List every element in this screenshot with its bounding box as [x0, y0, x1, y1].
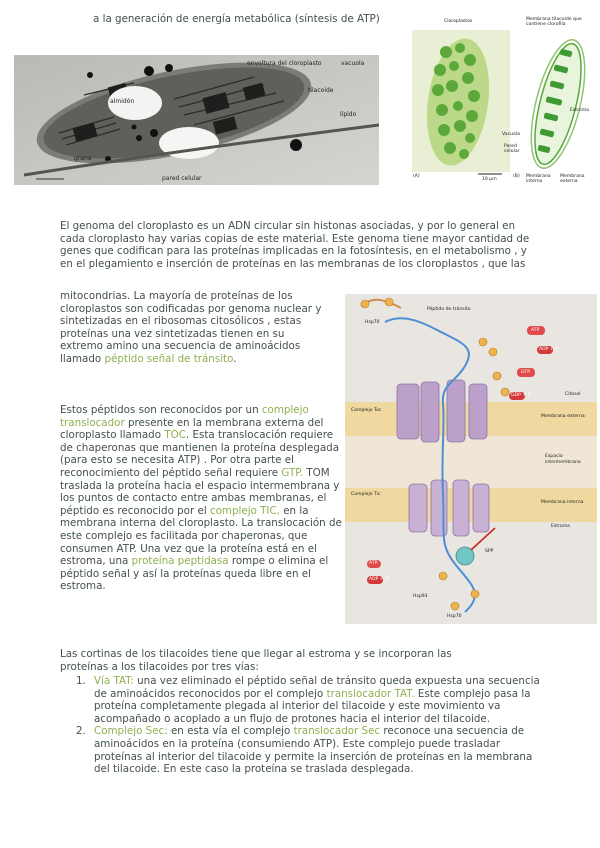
term-translocador-tat: translocador TAT.	[326, 687, 415, 700]
term-peptido-senal: péptido señal de tránsito	[104, 352, 234, 365]
label-membrana-externa: Membrana externa	[560, 174, 585, 184]
list-item	[60, 725, 540, 775]
label-cloroplastos: Cloroplastos	[444, 19, 473, 24]
term-toc: TOC	[164, 429, 186, 442]
label-panel-b: (B)	[513, 174, 520, 179]
label-lipido: lípido	[340, 111, 357, 118]
diag-hsp93: Hsp93	[413, 594, 428, 599]
term-complejo-translocador: complejo translocador	[60, 404, 309, 429]
list-number: 1.	[76, 675, 86, 687]
label-vacuola-2: Vacuola	[502, 132, 520, 137]
diag-adp2: ADP + Pi	[369, 577, 390, 582]
diag-hsp70-top: Hsp70	[365, 320, 380, 325]
term-via-tat: Vía TAT:	[94, 675, 134, 687]
label-envoltura: envoltura del cloroplasto	[247, 60, 322, 67]
top-text-fragment: a la generación de energía metabólica (síntesis de ATP)	[93, 13, 380, 25]
p2-s2: presente en la membrana externa del cloroplasto llamado	[60, 416, 324, 442]
p2-s1: Estos péptidos son reconocidos por un	[60, 404, 259, 416]
chloroplast-micrograph	[14, 55, 379, 185]
diag-gdp: GDP + Pi	[511, 393, 532, 398]
paragraph-genome-cont	[60, 290, 326, 366]
paragraph-tilacoides: Las cortinas de los tilacoides tiene que llegar al estroma y se incorporan las proteínas a los tilacoides por tres vías:	[60, 648, 452, 673]
p2-s5: en la membrana interna del cloroplasto. La translocación de este complejo es facilitada por chaperonas, que consumen ATP. Una vez que la proteína está en el estroma, una	[60, 504, 342, 568]
term-proteina-peptidasa: proteína peptidasa	[131, 555, 229, 568]
diag-membrana-interna: Membrana interna	[541, 500, 584, 505]
diag-spp: SPP	[485, 549, 494, 554]
label-pared: pared celular	[162, 175, 202, 182]
term-gtp: GTP.	[281, 466, 304, 479]
label-estroma: Estroma	[570, 108, 589, 113]
diag-hsp70-bottom: Hsp70	[447, 614, 462, 619]
diag-complejo-toc: Complejo Toc	[351, 408, 382, 413]
protein-import-diagram	[345, 294, 597, 624]
term-translocador-sec: translocador Sec	[293, 725, 381, 738]
p2-s4: TOM traslada la proteína hacia el espacio intermembrana y los puntos de contacto entre ambas membranas, el péptido es reconocido por el	[60, 466, 340, 517]
li1-s1: una vez eliminado el péptido señal de tránsito queda expuesta una secuencia de aminoácidos reconocidos por el complejo	[94, 675, 540, 700]
para1-end: .	[233, 352, 237, 365]
label-panel-a: (A)	[413, 174, 420, 179]
label-membrana-interna: Membrana interna	[526, 174, 551, 184]
diag-citosol: Citosol	[565, 392, 581, 397]
diag-atp2: ATP	[369, 561, 378, 566]
label-vacuola: vacuola	[341, 60, 365, 67]
label-pared-2: Pared celular	[504, 144, 520, 154]
label-grana: grana	[74, 155, 92, 162]
label-membrana-tilacoide: Membrana tilacoide que contiene clorofila	[526, 17, 582, 27]
chloroplast-panels-drawing	[410, 14, 595, 186]
paragraph-toc-tic	[60, 404, 342, 593]
li2-s2: reconoce una secuencia de aminoácidos en la proteína (consumiendo ATP). Este complejo puede trasladar proteínas al interior del tilacoide y permite la inserción de proteínas en la membrana del tilacoide. En este caso la proteína se traslada desplegada.	[94, 725, 533, 776]
diag-gtp: GTP	[521, 370, 530, 375]
chloroplast-figure-panels	[410, 14, 595, 186]
micrograph-drawing	[14, 55, 379, 185]
list-item	[60, 675, 540, 725]
term-complejo-sec: Complejo Sec:	[94, 725, 168, 738]
paragraph-genome: El genoma del cloroplasto es un ADN circular sin histonas asociadas, y por lo general en cada cloroplasto hay varias copias de este material. Este genoma tiene mayor cantidad de genes que codifican para las proteínas implicadas en la fotosíntesis, en el metabolismo , y en el plegamiento e inserción de proteínas en las membranas de los cloroplastos , que las	[60, 220, 530, 270]
diag-adp1: ADP + Pi	[539, 347, 560, 352]
diag-peptido: Péptido de tránsito	[427, 307, 471, 312]
label-scale: 10 μm	[482, 177, 497, 182]
list-number: 2.	[76, 725, 86, 738]
pathways-list	[60, 675, 540, 776]
p2-s6: rompe o elimina el péptido señal y así la proteínas queda libre en el estroma.	[60, 555, 329, 593]
para1-cont-text: mitocondrias. La mayoría de proteínas de los cloroplastos son codificadas por genoma nuclear y sintetizadas en el ribosomas citosólicos , estas proteínas una vez sintetizadas tienen en su extremo amino una secuencia de aminoácidos llamado	[60, 290, 322, 365]
diag-estroma: Estroma	[551, 524, 570, 529]
label-almidon: almidón	[110, 98, 135, 105]
diag-espacio: Espacio intermembrana	[545, 454, 581, 465]
li2-s1: en esta vía el complejo	[170, 725, 291, 738]
label-tilacoide: tilacoide	[308, 87, 334, 94]
diag-atp1: ATP	[531, 328, 540, 333]
li1-s2: Este complejo pasa la proteína completamente plegada al interior del tilacoide y este movimiento va acompañado o acoplado a un flujo de protones hacia el interior del tilacoide.	[94, 687, 531, 725]
diag-membrana-externa: Membrana externa	[541, 414, 585, 419]
p2-s3: . Esta translocación requiere de chaperonas que mantienen la proteína desplegada (para esto se necesita ATP) . Por otra parte el reconocimiento del péptido señal requiere	[60, 429, 340, 479]
term-complejo-tic: complejo TIC,	[209, 504, 280, 517]
diag-complejo-tic: Complejo Tic	[351, 492, 381, 497]
